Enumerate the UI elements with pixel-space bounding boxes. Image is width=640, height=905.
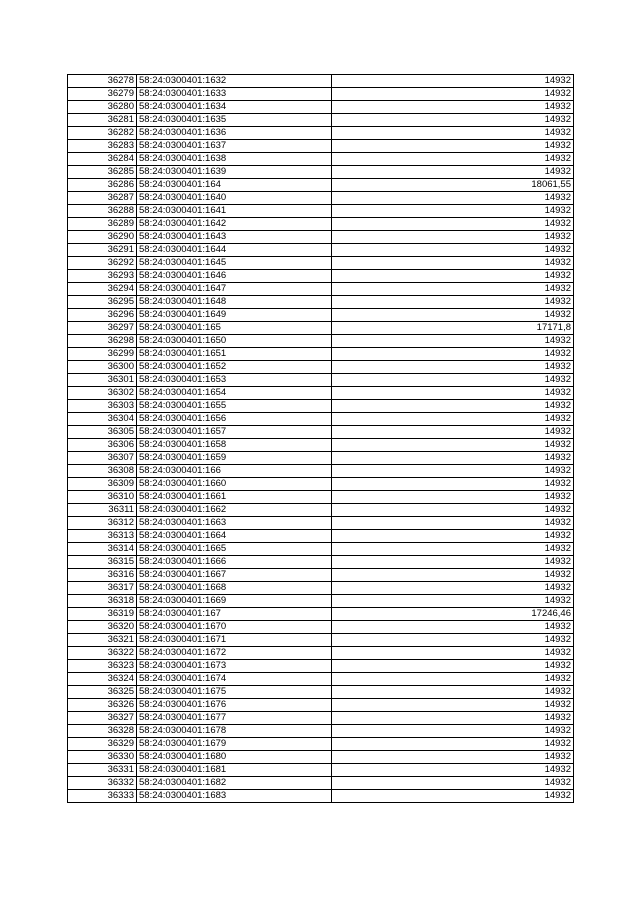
table-row [68,673,574,686]
row-number-cell: 36315 [68,556,137,569]
row-number-cell: 36325 [68,686,137,699]
value-cell: 14932 [332,101,574,114]
row-number-cell: 36329 [68,738,137,751]
value-cell: 14932 [332,582,574,595]
row-number-cell: 36282 [68,127,137,140]
row-number-cell: 36279 [68,88,137,101]
cadastral-number-cell: 58:24:0300401:1644 [137,244,332,257]
row-number-cell: 36307 [68,452,137,465]
cadastral-number-cell: 58:24:0300401:1660 [137,478,332,491]
value-cell: 14932 [332,75,574,88]
cadastral-number-cell: 58:24:0300401:1652 [137,361,332,374]
table-row [68,153,574,166]
table-row [68,231,574,244]
table-row [68,751,574,764]
cadastral-number-cell: 58:24:0300401:1681 [137,764,332,777]
row-number-cell: 36300 [68,361,137,374]
row-number-cell: 36284 [68,153,137,166]
value-cell: 14932 [332,452,574,465]
row-number-cell: 36280 [68,101,137,114]
value-cell: 14932 [332,621,574,634]
table-row [68,582,574,595]
row-number-cell: 36281 [68,114,137,127]
table-row [68,179,574,192]
value-cell: 14932 [332,374,574,387]
table-row [68,335,574,348]
row-number-cell: 36291 [68,244,137,257]
table-row [68,413,574,426]
table-row [68,738,574,751]
table-row [68,361,574,374]
table-row [68,790,574,803]
table-row [68,88,574,101]
table-row [68,647,574,660]
cadastral-number-cell: 58:24:0300401:1643 [137,231,332,244]
row-number-cell: 36303 [68,400,137,413]
cadastral-number-cell: 58:24:0300401:1666 [137,556,332,569]
table-row [68,114,574,127]
row-number-cell: 36312 [68,517,137,530]
row-number-cell: 36324 [68,673,137,686]
value-cell: 14932 [332,88,574,101]
value-cell: 14932 [332,764,574,777]
value-cell: 14932 [332,296,574,309]
value-cell: 14932 [332,647,574,660]
cadastral-number-cell: 58:24:0300401:164 [137,179,332,192]
row-number-cell: 36306 [68,439,137,452]
table-row [68,504,574,517]
value-cell: 14932 [332,517,574,530]
value-cell: 14932 [332,114,574,127]
value-cell: 14932 [332,686,574,699]
value-cell: 14932 [332,660,574,673]
row-number-cell: 36278 [68,75,137,88]
table-row [68,556,574,569]
cadastral-number-cell: 58:24:0300401:1670 [137,621,332,634]
cadastral-number-cell: 58:24:0300401:1678 [137,725,332,738]
value-cell: 14932 [332,777,574,790]
row-number-cell: 36289 [68,218,137,231]
table-row [68,75,574,88]
cadastral-number-cell: 58:24:0300401:1654 [137,387,332,400]
value-cell: 14932 [332,400,574,413]
value-cell: 14932 [332,335,574,348]
value-cell: 14932 [332,699,574,712]
table-row [68,439,574,452]
table-row [68,465,574,478]
row-number-cell: 36308 [68,465,137,478]
row-number-cell: 36283 [68,140,137,153]
row-number-cell: 36328 [68,725,137,738]
cadastral-number-cell: 58:24:0300401:1682 [137,777,332,790]
row-number-cell: 36295 [68,296,137,309]
cadastral-table-body [68,75,574,803]
row-number-cell: 36298 [68,335,137,348]
row-number-cell: 36287 [68,192,137,205]
value-cell: 14932 [332,413,574,426]
table-row [68,608,574,621]
value-cell: 14932 [332,712,574,725]
value-cell: 14932 [332,192,574,205]
value-cell: 14932 [332,465,574,478]
row-number-cell: 36331 [68,764,137,777]
row-number-cell: 36288 [68,205,137,218]
table-row [68,491,574,504]
cadastral-number-cell: 58:24:0300401:1676 [137,699,332,712]
table-row [68,712,574,725]
cadastral-number-cell: 58:24:0300401:1632 [137,75,332,88]
cadastral-number-cell: 58:24:0300401:1638 [137,153,332,166]
row-number-cell: 36318 [68,595,137,608]
table-row [68,257,574,270]
row-number-cell: 36293 [68,270,137,283]
row-number-cell: 36327 [68,712,137,725]
cadastral-number-cell: 58:24:0300401:1662 [137,504,332,517]
row-number-cell: 36333 [68,790,137,803]
value-cell: 14932 [332,790,574,803]
table-row [68,478,574,491]
table-row [68,686,574,699]
row-number-cell: 36313 [68,530,137,543]
row-number-cell: 36326 [68,699,137,712]
cadastral-number-cell: 58:24:0300401:1646 [137,270,332,283]
row-number-cell: 36319 [68,608,137,621]
table-row [68,296,574,309]
row-number-cell: 36285 [68,166,137,179]
cadastral-number-cell: 58:24:0300401:1679 [137,738,332,751]
value-cell: 14932 [332,166,574,179]
table-row [68,270,574,283]
cadastral-number-cell: 58:24:0300401:1651 [137,348,332,361]
table-row [68,543,574,556]
table-row [68,777,574,790]
row-number-cell: 36310 [68,491,137,504]
cadastral-table [67,74,574,803]
row-number-cell: 36302 [68,387,137,400]
row-number-cell: 36321 [68,634,137,647]
cadastral-number-cell: 58:24:0300401:1674 [137,673,332,686]
row-number-cell: 36294 [68,283,137,296]
cadastral-number-cell: 58:24:0300401:1661 [137,491,332,504]
cadastral-number-cell: 58:24:0300401:1648 [137,296,332,309]
table-row [68,205,574,218]
row-number-cell: 36305 [68,426,137,439]
value-cell: 14932 [332,426,574,439]
row-number-cell: 36304 [68,413,137,426]
value-cell: 14932 [332,556,574,569]
table-row [68,192,574,205]
table-row [68,374,574,387]
value-cell: 14932 [332,439,574,452]
cadastral-number-cell: 58:24:0300401:1634 [137,101,332,114]
cadastral-number-cell: 58:24:0300401:1647 [137,283,332,296]
row-number-cell: 36311 [68,504,137,517]
cadastral-number-cell: 58:24:0300401:1658 [137,439,332,452]
value-cell: 14932 [332,153,574,166]
value-cell: 14932 [332,348,574,361]
cadastral-number-cell: 58:24:0300401:1641 [137,205,332,218]
cadastral-number-cell: 58:24:0300401:1639 [137,166,332,179]
value-cell: 14932 [332,595,574,608]
value-cell: 17246,46 [332,608,574,621]
value-cell: 14932 [332,309,574,322]
cadastral-number-cell: 58:24:0300401:1653 [137,374,332,387]
table-row [68,426,574,439]
row-number-cell: 36317 [68,582,137,595]
cadastral-number-cell: 58:24:0300401:1665 [137,543,332,556]
row-number-cell: 36309 [68,478,137,491]
cadastral-number-cell: 58:24:0300401:1680 [137,751,332,764]
cadastral-number-cell: 58:24:0300401:1636 [137,127,332,140]
cadastral-number-cell: 58:24:0300401:1667 [137,569,332,582]
cadastral-number-cell: 58:24:0300401:1664 [137,530,332,543]
row-number-cell: 36330 [68,751,137,764]
row-number-cell: 36286 [68,179,137,192]
table-row [68,699,574,712]
value-cell: 17171,8 [332,322,574,335]
row-number-cell: 36332 [68,777,137,790]
cadastral-number-cell: 58:24:0300401:1656 [137,413,332,426]
value-cell: 14932 [332,543,574,556]
value-cell: 14932 [332,569,574,582]
cadastral-number-cell: 58:24:0300401:1650 [137,335,332,348]
table-row [68,127,574,140]
value-cell: 14932 [332,140,574,153]
table-row [68,660,574,673]
row-number-cell: 36316 [68,569,137,582]
table-row [68,387,574,400]
cadastral-number-cell: 58:24:0300401:167 [137,608,332,621]
cadastral-number-cell: 58:24:0300401:166 [137,465,332,478]
value-cell: 14932 [332,634,574,647]
row-number-cell: 36323 [68,660,137,673]
value-cell: 14932 [332,504,574,517]
value-cell: 14932 [332,283,574,296]
row-number-cell: 36292 [68,257,137,270]
cadastral-number-cell: 58:24:0300401:1640 [137,192,332,205]
cadastral-number-cell: 58:24:0300401:1668 [137,582,332,595]
cadastral-number-cell: 58:24:0300401:1642 [137,218,332,231]
cadastral-number-cell: 58:24:0300401:1635 [137,114,332,127]
row-number-cell: 36296 [68,309,137,322]
value-cell: 14932 [332,725,574,738]
value-cell: 14932 [332,218,574,231]
row-number-cell: 36314 [68,543,137,556]
value-cell: 14932 [332,270,574,283]
value-cell: 14932 [332,738,574,751]
row-number-cell: 36299 [68,348,137,361]
value-cell: 14932 [332,257,574,270]
table-row [68,530,574,543]
cadastral-number-cell: 58:24:0300401:1677 [137,712,332,725]
cadastral-number-cell: 58:24:0300401:1663 [137,517,332,530]
value-cell: 14932 [332,491,574,504]
row-number-cell: 36290 [68,231,137,244]
cadastral-number-cell: 58:24:0300401:1672 [137,647,332,660]
cadastral-number-cell: 58:24:0300401:1673 [137,660,332,673]
table-row [68,218,574,231]
table-row [68,517,574,530]
row-number-cell: 36301 [68,374,137,387]
table-row [68,244,574,257]
table-row [68,140,574,153]
table-row [68,322,574,335]
table-row [68,764,574,777]
cadastral-number-cell: 58:24:0300401:1633 [137,88,332,101]
table-row [68,452,574,465]
cadastral-number-cell: 58:24:0300401:1659 [137,452,332,465]
cadastral-number-cell: 58:24:0300401:1649 [137,309,332,322]
cadastral-number-cell: 58:24:0300401:1675 [137,686,332,699]
value-cell: 14932 [332,530,574,543]
cadastral-number-cell: 58:24:0300401:1645 [137,257,332,270]
cadastral-number-cell: 58:24:0300401:1657 [137,426,332,439]
value-cell: 14932 [332,478,574,491]
table-row [68,101,574,114]
cadastral-number-cell: 58:24:0300401:1671 [137,634,332,647]
value-cell: 14932 [332,361,574,374]
table-row [68,166,574,179]
table-row [68,621,574,634]
value-cell: 18061,55 [332,179,574,192]
cadastral-number-cell: 58:24:0300401:1669 [137,595,332,608]
row-number-cell: 36322 [68,647,137,660]
table-row [68,569,574,582]
value-cell: 14932 [332,231,574,244]
table-row [68,634,574,647]
row-number-cell: 36297 [68,322,137,335]
value-cell: 14932 [332,205,574,218]
value-cell: 14932 [332,673,574,686]
cadastral-number-cell: 58:24:0300401:165 [137,322,332,335]
table-row [68,283,574,296]
table-row [68,595,574,608]
value-cell: 14932 [332,387,574,400]
cadastral-number-cell: 58:24:0300401:1637 [137,140,332,153]
row-number-cell: 36320 [68,621,137,634]
table-row [68,309,574,322]
value-cell: 14932 [332,751,574,764]
cadastral-number-cell: 58:24:0300401:1683 [137,790,332,803]
cadastral-number-cell: 58:24:0300401:1655 [137,400,332,413]
table-row [68,400,574,413]
value-cell: 14932 [332,127,574,140]
value-cell: 14932 [332,244,574,257]
table-row [68,348,574,361]
table-row [68,725,574,738]
